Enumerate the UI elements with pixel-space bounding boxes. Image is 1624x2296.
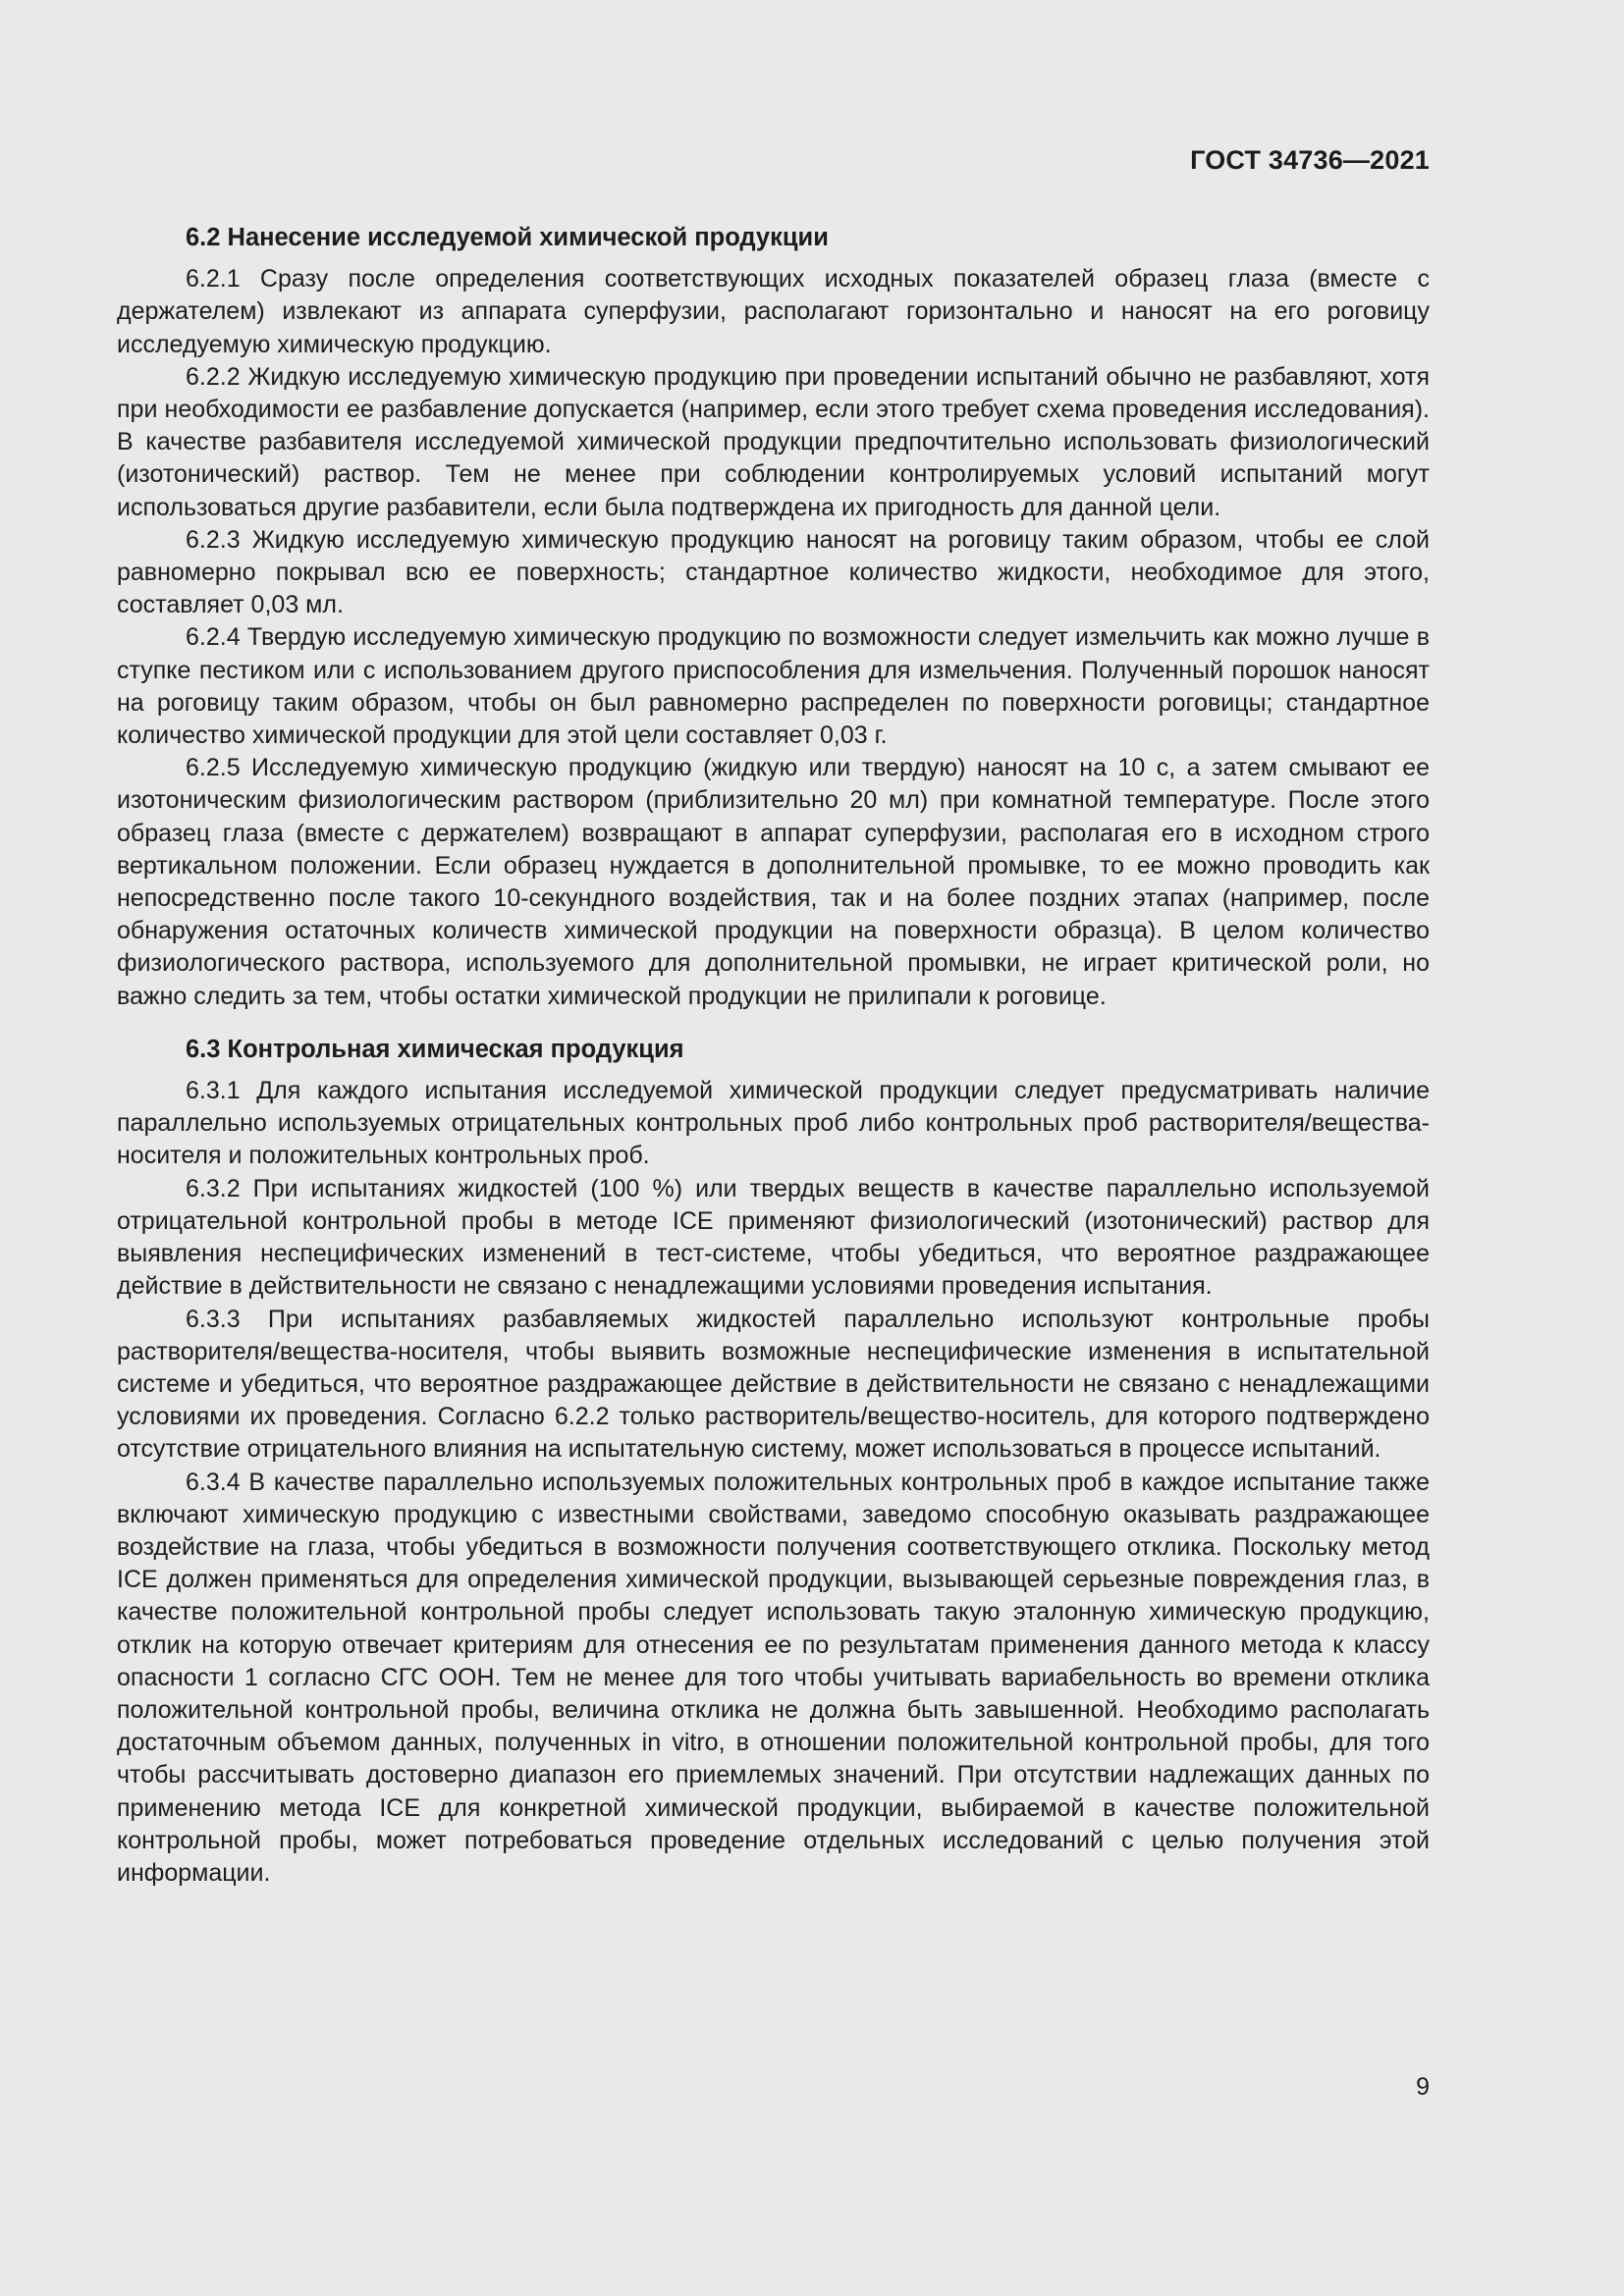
document-body	[117, 222, 1430, 1890]
section-6-2	[117, 222, 1430, 1013]
paragraph-6-2-2: 6.2.2 Жидкую исследуемую химическую продукцию при проведении испытаний обычно не разбавляют, хотя при необходимости ее разбавление допускается (например, если этого требует схема проведения исследования). В качестве разбавителя исследуемой химической продукции предпочтительно использовать физиологический (изотонический) раствор. Тем не менее при соблюдении контролируемых условий испытаний могут использоваться другие разбавители, если была подтверждена их пригодность для данной цели.	[117, 362, 1430, 521]
paragraph-6-2-4: 6.2.4 Твердую исследуемую химическую продукцию по возможности следует измельчить как можно лучше в ступке пестиком или с использованием другого приспособления для измельчения. Полученный порошок наносят на роговицу таким образом, чтобы он был равномерно распределен по поверхности роговицы; стандартное количество химической продукции для этой цели составляет 0,03 г.	[117, 623, 1430, 750]
paragraph-6-3-2: 6.3.2 При испытаниях жидкостей (100 %) или твердых веществ в качестве параллельно используемой отрицательной контрольной пробы в методе ICE применяют физиологический (изотонический) раствор для выявления неспецифических изменений в тест-системе, чтобы убедиться, что вероятное раздражающее действие в действительности не связано с ненадлежащими условиями проведения испытания.	[117, 1174, 1430, 1301]
paragraph-6-2-5: 6.2.5 Исследуемую химическую продукцию (жидкую или твердую) наносят на 10 с, а затем смывают ее изотоническим физиологическим раствором (приблизительно 20 мл) при комнатной температуре. После этого образец глаза (вместе с держателем) возвращают в аппарат суперфузии, располагая его в исходном строго вертикальном положении. Если образец нуждается в дополнительной промывке, то ее можно проводить как непосредственно после такого 10-секундного воздействия, так и на более поздних этапах (например, после обнаружения остаточных количеств химической продукции на поверхности образца). В целом количество физиологического раствора, используемого для дополнительной промывки, не играет критической роли, но важно следить за тем, чтобы остатки химической продукции не прилипали к роговице.	[117, 754, 1430, 1010]
paragraph-6-2-1: 6.2.1 Сразу после определения соответствующих исходных показателей образец глаза (вместе с держателем) извлекают из аппарата суперфузии, располагают горизонтально и наносят на его роговицу исследуемую химическую продукцию.	[117, 265, 1430, 358]
section-6-3	[117, 1034, 1430, 1890]
paragraph-6-3-4: 6.3.4 В качестве параллельно используемых положительных контрольных проб в каждое испытание также включают химическую продукцию с известными свойствами, заведомо способную оказывать раздражающее воздействие на глаза, чтобы убедиться в возможности получения соответствующего отклика. Поскольку метод ICE должен применяться для определения химической продукции, вызывающей серьезные повреждения глаз, в качестве положительной контрольной пробы следует использовать такую эталонную химическую продукцию, отклик на которую отвечает критериям для отнесения ее по результатам применения данного метода к классу опасности 1 согласно СГС ООН. Тем не менее для того чтобы учитывать вариабельность во времени отклика положительной контрольной пробы, величина отклика не должна быть завышенной. Необходимо располагать достаточным объемом данных, полученных in vitro, в отношении положительной контрольной пробы, для того чтобы рассчитывать достоверно диапазон его приемлемых значений. При отсутствии надлежащих данных по применению метода ICE для конкретной химической продукции, выбираемой в качестве положительной контрольной пробы, может потребоваться проведение отдельных исследований с целью получения этой информации.	[117, 1468, 1430, 1887]
section-heading: 6.3 Контрольная химическая продукция	[186, 1035, 684, 1063]
standard-code: ГОСТ 34736—2021	[1190, 145, 1430, 175]
paragraph-6-3-3: 6.3.3 При испытаниях разбавляемых жидкостей параллельно используют контрольные пробы растворителя/вещества-носителя, чтобы выявить возможные неспецифические изменения в испытательной системе и убедиться, что вероятное раздражающее действие в действительности не связано с ненадлежащими условиями их проведения. Согласно 6.2.2 только растворитель/вещество-носитель, для которого подтверждено отсутствие отрицательного влияния на испытательную систему, может использоваться в процессе испытаний.	[117, 1305, 1430, 1464]
section-heading: 6.2 Нанесение исследуемой химической продукции	[186, 224, 829, 251]
page-number: 9	[1416, 2073, 1430, 2101]
paragraph-6-3-1: 6.3.1 Для каждого испытания исследуемой химической продукции следует предусматривать наличие параллельно используемых отрицательных контрольных проб либо контрольных проб растворителя/вещества-носителя и положительных контрольных проб.	[117, 1077, 1430, 1170]
paragraph-6-2-3: 6.2.3 Жидкую исследуемую химическую продукцию наносят на роговицу таким образом, чтобы ее слой равномерно покрывал всю ее поверхность; стандартное количество жидкости, необходимое для этого, составляет 0,03 мл.	[117, 525, 1430, 619]
